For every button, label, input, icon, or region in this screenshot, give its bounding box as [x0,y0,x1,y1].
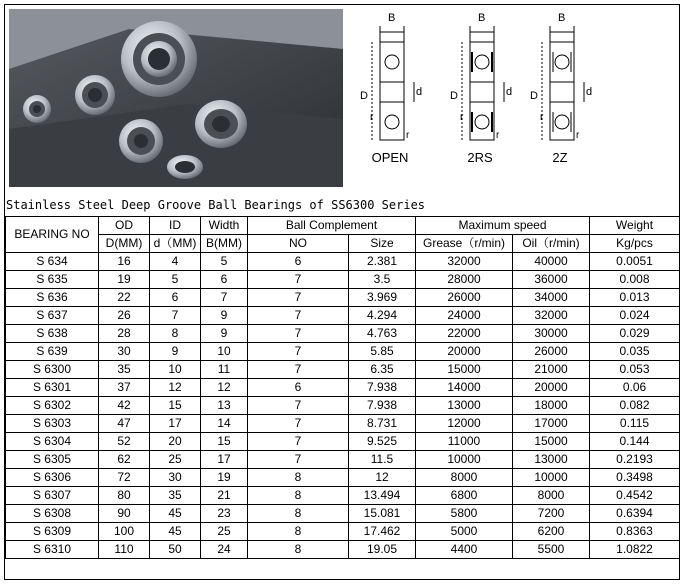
header-ball-complement: Ball Complement [248,217,416,235]
cell-weight: 0.0051 [590,253,680,271]
cell-od: 80 [99,487,150,505]
diag3-d-inner-label: d [586,86,593,98]
cell-grease-speed: 14000 [416,379,513,397]
diagram-2z [542,26,584,140]
diag2-r-label-left: r [460,112,464,123]
cell-oil-speed: 36000 [513,271,590,289]
cell-ball-size: 7.938 [349,379,416,397]
cell-ball-size: 8.731 [349,415,416,433]
bearing-medium [75,75,115,115]
cell-id: 9 [150,343,201,361]
cell-ball-no: 7 [248,289,349,307]
cell-grease-speed: 22000 [416,325,513,343]
cell-ball-no: 8 [248,469,349,487]
cell-id: 12 [150,379,201,397]
cell-width: 24 [201,541,248,559]
subheader-weight: Kg/pcs [590,235,680,253]
cell-width: 5 [201,253,248,271]
cell-ball-size: 2.381 [349,253,416,271]
cell-od: 72 [99,469,150,487]
cell-ball-no: 8 [248,505,349,523]
bearing-spec-table [5,216,680,559]
subheader-ball-no: NO [248,235,349,253]
diag2-r-label-right: r [496,130,500,141]
table-row [6,505,680,523]
bearing-bottom [167,155,203,179]
cell-ball-no: 7 [248,433,349,451]
cell-ball-size: 12 [349,469,416,487]
cell-width: 12 [201,379,248,397]
cell-oil-speed: 10000 [513,469,590,487]
table-row [6,415,680,433]
table-row [6,271,680,289]
cell-ball-no: 8 [248,487,349,505]
cross-section-drawings [352,20,672,148]
cell-ball-no: 7 [248,307,349,325]
cell-bearing-no: S 636 [6,289,99,307]
bearings-illustration [9,9,343,187]
subheader-ball-size: Size [349,235,416,253]
cell-weight: 0.3498 [590,469,680,487]
cell-width: 10 [201,343,248,361]
cell-ball-size: 17.462 [349,523,416,541]
cell-grease-speed: 5800 [416,505,513,523]
cell-width: 11 [201,361,248,379]
cell-bearing-no: S 6305 [6,451,99,469]
cell-ball-size: 19.05 [349,541,416,559]
cell-weight: 0.144 [590,433,680,451]
cell-grease-speed: 24000 [416,307,513,325]
table-row [6,433,680,451]
header-row-top [6,217,680,235]
table-row [6,361,680,379]
subheader-id: d（MM) [150,235,201,253]
cell-width: 21 [201,487,248,505]
cell-od: 52 [99,433,150,451]
bearing-diagrams [352,12,672,180]
cell-width: 9 [201,325,248,343]
cell-id: 15 [150,397,201,415]
cell-grease-speed: 11000 [416,433,513,451]
cell-bearing-no: S 6309 [6,523,99,541]
cell-oil-speed: 26000 [513,343,590,361]
table-row [6,523,680,541]
cell-oil-speed: 17000 [513,415,590,433]
diagram-label-2z: 2Z [552,150,568,165]
cell-ball-size: 3.5 [349,271,416,289]
header-maximum-speed: Maximum speed [416,217,590,235]
cell-id: 35 [150,487,201,505]
cell-od: 42 [99,397,150,415]
cell-ball-no: 6 [248,253,349,271]
cell-width: 14 [201,415,248,433]
header-row-sub [6,235,680,253]
cell-oil-speed: 32000 [513,307,590,325]
table-row [6,325,680,343]
subheader-oil: Oil（r/min) [513,235,590,253]
subheader-width: B(MM) [201,235,248,253]
cell-grease-speed: 8000 [416,469,513,487]
cell-ball-no: 7 [248,415,349,433]
header-weight: Weight [590,217,680,235]
cell-ball-size: 9.525 [349,433,416,451]
table-row [6,343,680,361]
cell-weight: 0.2193 [590,451,680,469]
cell-od: 16 [99,253,150,271]
cell-bearing-no: S 6310 [6,541,99,559]
cell-ball-no: 8 [248,523,349,541]
cell-grease-speed: 4400 [416,541,513,559]
cell-bearing-no: S 6303 [6,415,99,433]
cell-bearing-no: S 6308 [6,505,99,523]
cell-od: 37 [99,379,150,397]
cell-grease-speed: 12000 [416,415,513,433]
cell-grease-speed: 28000 [416,271,513,289]
bearings-photo [9,9,343,187]
cell-id: 7 [150,307,201,325]
cell-weight: 0.4542 [590,487,680,505]
cell-width: 9 [201,307,248,325]
cell-ball-no: 7 [248,343,349,361]
header-od: OD [99,217,150,235]
bearing-large [121,21,197,97]
cell-bearing-no: S 635 [6,271,99,289]
cell-grease-speed: 13000 [416,397,513,415]
diag2-d-inner-label: d [506,86,513,98]
subheader-grease: Grease（r/min) [416,235,513,253]
header-bearing-no: BEARING NO [6,217,99,253]
cell-bearing-no: S 6300 [6,361,99,379]
cell-ball-size: 4.763 [349,325,416,343]
table-row [6,307,680,325]
cell-oil-speed: 13000 [513,451,590,469]
diagram-open [372,26,414,140]
cell-grease-speed: 32000 [416,253,513,271]
cell-grease-speed: 5000 [416,523,513,541]
cell-ball-size: 7.938 [349,397,416,415]
cell-id: 8 [150,325,201,343]
cell-ball-size: 15.081 [349,505,416,523]
cell-oil-speed: 40000 [513,253,590,271]
cell-id: 30 [150,469,201,487]
cell-grease-speed: 15000 [416,361,513,379]
cell-weight: 1.0822 [590,541,680,559]
cell-ball-size: 13.494 [349,487,416,505]
cell-ball-size: 6.35 [349,361,416,379]
bearing-right [195,100,247,148]
cell-width: 13 [201,397,248,415]
cell-width: 19 [201,469,248,487]
diag3-b-label: B [558,12,566,24]
cell-weight: 0.053 [590,361,680,379]
cell-id: 45 [150,523,201,541]
cell-id: 45 [150,505,201,523]
diag3-r-label-left: r [540,112,544,123]
cell-weight: 0.024 [590,307,680,325]
cell-oil-speed: 7200 [513,505,590,523]
table-row [6,397,680,415]
table-row [6,289,680,307]
cell-grease-speed: 26000 [416,289,513,307]
cell-od: 100 [99,523,150,541]
cell-bearing-no: S 6302 [6,397,99,415]
cell-id: 5 [150,271,201,289]
cell-bearing-no: S 6301 [6,379,99,397]
diagram-2rs [462,26,504,140]
cell-ball-no: 7 [248,325,349,343]
bearing-front [119,119,163,163]
table-row [6,451,680,469]
cell-bearing-no: S 638 [6,325,99,343]
cell-weight: 0.8363 [590,523,680,541]
cell-grease-speed: 20000 [416,343,513,361]
cell-bearing-no: S 6306 [6,469,99,487]
cell-bearing-no: S 637 [6,307,99,325]
cell-oil-speed: 5500 [513,541,590,559]
cell-ball-no: 7 [248,361,349,379]
cell-oil-speed: 15000 [513,433,590,451]
cell-id: 17 [150,415,201,433]
bearing-small [23,95,51,123]
table-row [6,487,680,505]
diag1-r-label-right: r [406,130,410,141]
cell-ball-no: 8 [248,541,349,559]
cell-od: 62 [99,451,150,469]
cell-bearing-no: S 6304 [6,433,99,451]
cell-oil-speed: 34000 [513,289,590,307]
cell-oil-speed: 30000 [513,325,590,343]
diag1-r-label-left: r [370,112,374,123]
table-row [6,379,680,397]
cell-id: 10 [150,361,201,379]
cell-od: 28 [99,325,150,343]
subheader-od: D(MM) [99,235,150,253]
cell-oil-speed: 21000 [513,361,590,379]
cell-width: 23 [201,505,248,523]
cell-od: 90 [99,505,150,523]
cell-weight: 0.035 [590,343,680,361]
cell-weight: 0.013 [590,289,680,307]
cell-weight: 0.082 [590,397,680,415]
cell-ball-size: 4.294 [349,307,416,325]
table-row [6,469,680,487]
cell-id: 25 [150,451,201,469]
cell-oil-speed: 20000 [513,379,590,397]
cell-ball-size: 11.5 [349,451,416,469]
cell-ball-no: 7 [248,451,349,469]
cell-weight: 0.6394 [590,505,680,523]
diag2-b-label: B [478,12,486,24]
cell-od: 30 [99,343,150,361]
diag1-d-outer-label: D [360,90,368,102]
diag3-d-outer-label: D [530,90,538,102]
diag1-d-inner-label: d [416,86,423,98]
cell-od: 47 [99,415,150,433]
cell-ball-no: 7 [248,271,349,289]
table-row [6,253,680,271]
cell-bearing-no: S 639 [6,343,99,361]
cell-width: 17 [201,451,248,469]
cell-od: 35 [99,361,150,379]
cell-weight: 0.029 [590,325,680,343]
cell-width: 25 [201,523,248,541]
cell-width: 7 [201,289,248,307]
diag1-b-label: B [388,12,396,24]
cell-ball-size: 5.85 [349,343,416,361]
cell-id: 6 [150,289,201,307]
diag3-r-label-right: r [576,130,580,141]
header-id: ID [150,217,201,235]
cell-bearing-no: S 6307 [6,487,99,505]
cell-oil-speed: 8000 [513,487,590,505]
diagram-label-2rs: 2RS [467,150,493,165]
cell-ball-size: 3.969 [349,289,416,307]
cell-ball-no: 6 [248,379,349,397]
table-row [6,541,680,559]
cell-id: 20 [150,433,201,451]
cell-id: 4 [150,253,201,271]
cell-od: 26 [99,307,150,325]
cell-bearing-no: S 634 [6,253,99,271]
diag2-d-outer-label: D [450,90,458,102]
header-width: Width [201,217,248,235]
cell-id: 50 [150,541,201,559]
cell-grease-speed: 6800 [416,487,513,505]
cell-ball-no: 7 [248,397,349,415]
cell-weight: 0.06 [590,379,680,397]
cell-od: 22 [99,289,150,307]
cell-oil-speed: 6200 [513,523,590,541]
table-caption: Stainless Steel Deep Groove Ball Bearings of SS6300 Series [6,198,426,212]
diagram-label-open: OPEN [371,150,409,165]
cell-width: 15 [201,433,248,451]
cell-weight: 0.115 [590,415,680,433]
cell-width: 6 [201,271,248,289]
cell-od: 110 [99,541,150,559]
cell-oil-speed: 18000 [513,397,590,415]
cell-weight: 0.008 [590,271,680,289]
cell-grease-speed: 10000 [416,451,513,469]
cell-od: 19 [99,271,150,289]
